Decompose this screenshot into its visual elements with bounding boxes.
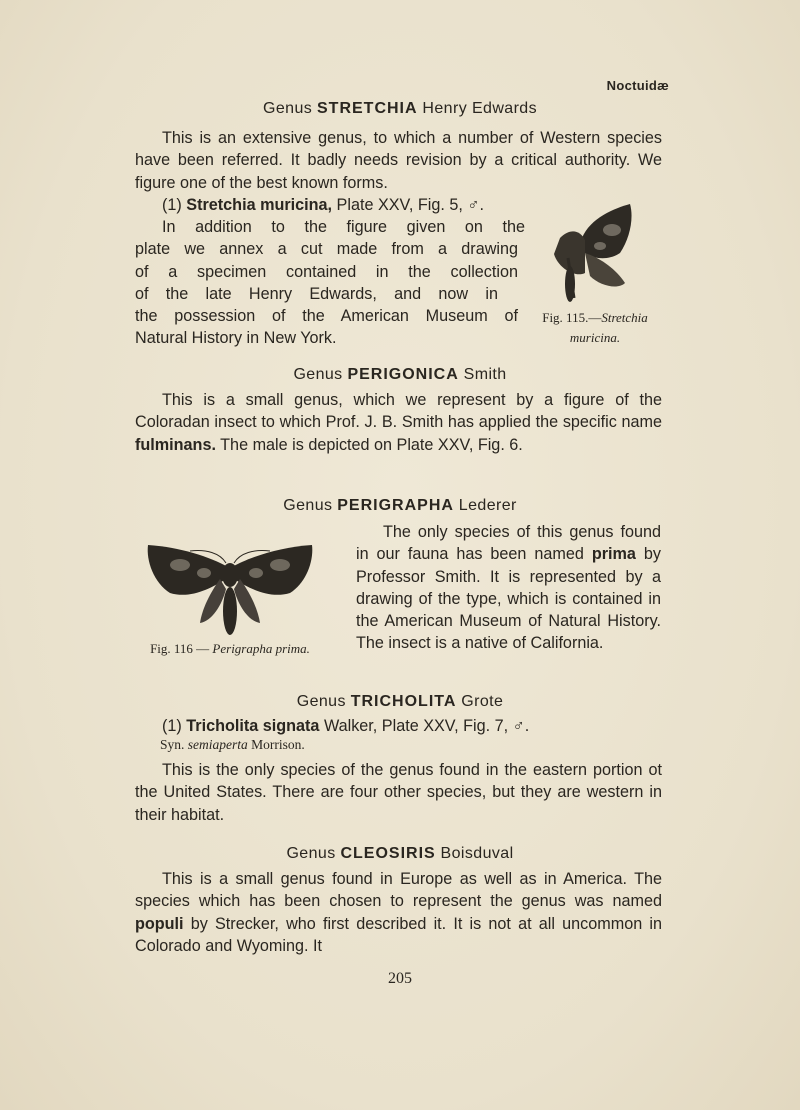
species-number: (1) bbox=[162, 196, 182, 214]
genus-name: CLEOSIRIS bbox=[340, 845, 436, 862]
genus-heading-perigonica bbox=[0, 366, 800, 384]
page-number: 205 bbox=[388, 970, 412, 987]
species-name: Tricholita signata bbox=[186, 717, 320, 735]
genus-author: Lederer bbox=[458, 497, 517, 514]
genus-heading-cleosiris bbox=[0, 845, 800, 863]
synonym-line bbox=[160, 737, 305, 753]
plate-reference: Plate XXV, Fig. 5, ♂. bbox=[336, 196, 484, 214]
text-line: Natural History in New York. bbox=[135, 329, 337, 348]
paragraph-text: This is a small genus found in Europe as well as in America. The species which has been chosen to represent the genus was named bbox=[135, 870, 662, 911]
paragraph-stretchia-intro bbox=[135, 127, 662, 194]
species-number: (1) bbox=[162, 717, 182, 735]
paragraph-text: The only species of this genus found in our fauna has been named bbox=[356, 523, 661, 564]
paragraph-stretchia-figure bbox=[135, 216, 525, 350]
paragraph-text: by Strecker, who first described it. bbox=[190, 914, 447, 933]
genus-name: PERIGRAPHA bbox=[337, 497, 454, 514]
heading-prefix: Genus bbox=[293, 366, 343, 383]
paragraph-text: The male is depicted on Plate XXV, Fig. 6. bbox=[220, 435, 523, 454]
paragraph-text: This is an extensive genus, to which a number of Western species have been referred. It badly needs revision by a critical authority. We figure one of the best known forms. bbox=[135, 129, 662, 192]
text-line: of the late Henry Edwards, and now in bbox=[135, 284, 498, 303]
genus-name: TRICHOLITA bbox=[350, 693, 457, 710]
genus-heading-tricholita bbox=[0, 693, 800, 711]
plate-reference: Walker, Plate XXV, Fig. 7, ♂. bbox=[323, 717, 530, 735]
species-name: populi bbox=[135, 914, 184, 933]
genus-author: Boisduval bbox=[440, 845, 514, 862]
text-line: plate we annex a cut made from a drawing bbox=[135, 240, 518, 259]
paragraph-perigrapha bbox=[356, 521, 661, 655]
genus-author: Grote bbox=[461, 693, 504, 710]
figure-label: Fig. 116 — bbox=[150, 641, 213, 656]
synonym-name: semiaperta bbox=[187, 737, 248, 752]
paragraph-cleosiris bbox=[135, 868, 662, 957]
genus-name: PERIGONICA bbox=[347, 366, 459, 383]
heading-prefix: Genus bbox=[296, 693, 346, 710]
figure-label: Fig. 115.— bbox=[542, 310, 602, 325]
text-line: the possession of the American Museum of bbox=[135, 307, 518, 326]
genus-name: STRETCHIA bbox=[317, 100, 418, 117]
heading-prefix: Genus bbox=[283, 497, 333, 514]
paragraph-tricholita bbox=[135, 759, 662, 826]
figure-species-name: Stretchia muricina. bbox=[569, 310, 648, 345]
paragraph-text: by Professor Smith. It is represented by a drawing of the type, which is contained in the American Museum of Natural History. The insect is a native of California. bbox=[356, 545, 661, 653]
figure-species-name: Perigrapha prima. bbox=[212, 641, 310, 656]
genus-heading-stretchia bbox=[0, 100, 800, 118]
moth-illustration-fig116 bbox=[140, 533, 320, 638]
text-line: In addition to the figure given on the bbox=[162, 218, 525, 236]
paragraph-text: This is a small genus, which we represent by a figure of the Coloradan insect to which Prof. J. B. Smith has applied the specific name bbox=[135, 391, 662, 432]
synonym-author: Morrison. bbox=[251, 737, 305, 752]
figure-caption-116 bbox=[140, 639, 320, 659]
heading-prefix: Genus bbox=[263, 100, 313, 117]
paragraph-text: It is not at all uncommon in Colorado and Wyoming. It bbox=[135, 914, 663, 955]
text-line: of a specimen contained in the collection bbox=[135, 262, 518, 281]
paragraph-text: This is the only species of the genus found in the eastern portion ot the United States. There are four other species, but they are western in their habitat. bbox=[135, 761, 662, 824]
heading-prefix: Genus bbox=[286, 845, 336, 862]
genus-author: Henry Edwards bbox=[422, 100, 537, 117]
synonym-prefix: Syn. bbox=[160, 737, 185, 752]
figure-caption-115 bbox=[520, 308, 670, 348]
paragraph-perigonica bbox=[135, 389, 662, 456]
species-entry-tricholita bbox=[135, 715, 662, 737]
species-name: prima bbox=[591, 545, 636, 564]
genus-heading-perigrapha bbox=[0, 497, 800, 515]
running-head: Noctuidæ bbox=[606, 78, 669, 93]
genus-author: Smith bbox=[463, 366, 507, 383]
species-name: fulminans. bbox=[135, 435, 216, 454]
species-name: Stretchia muricina, bbox=[186, 196, 333, 214]
moth-illustration-fig115 bbox=[530, 198, 660, 306]
